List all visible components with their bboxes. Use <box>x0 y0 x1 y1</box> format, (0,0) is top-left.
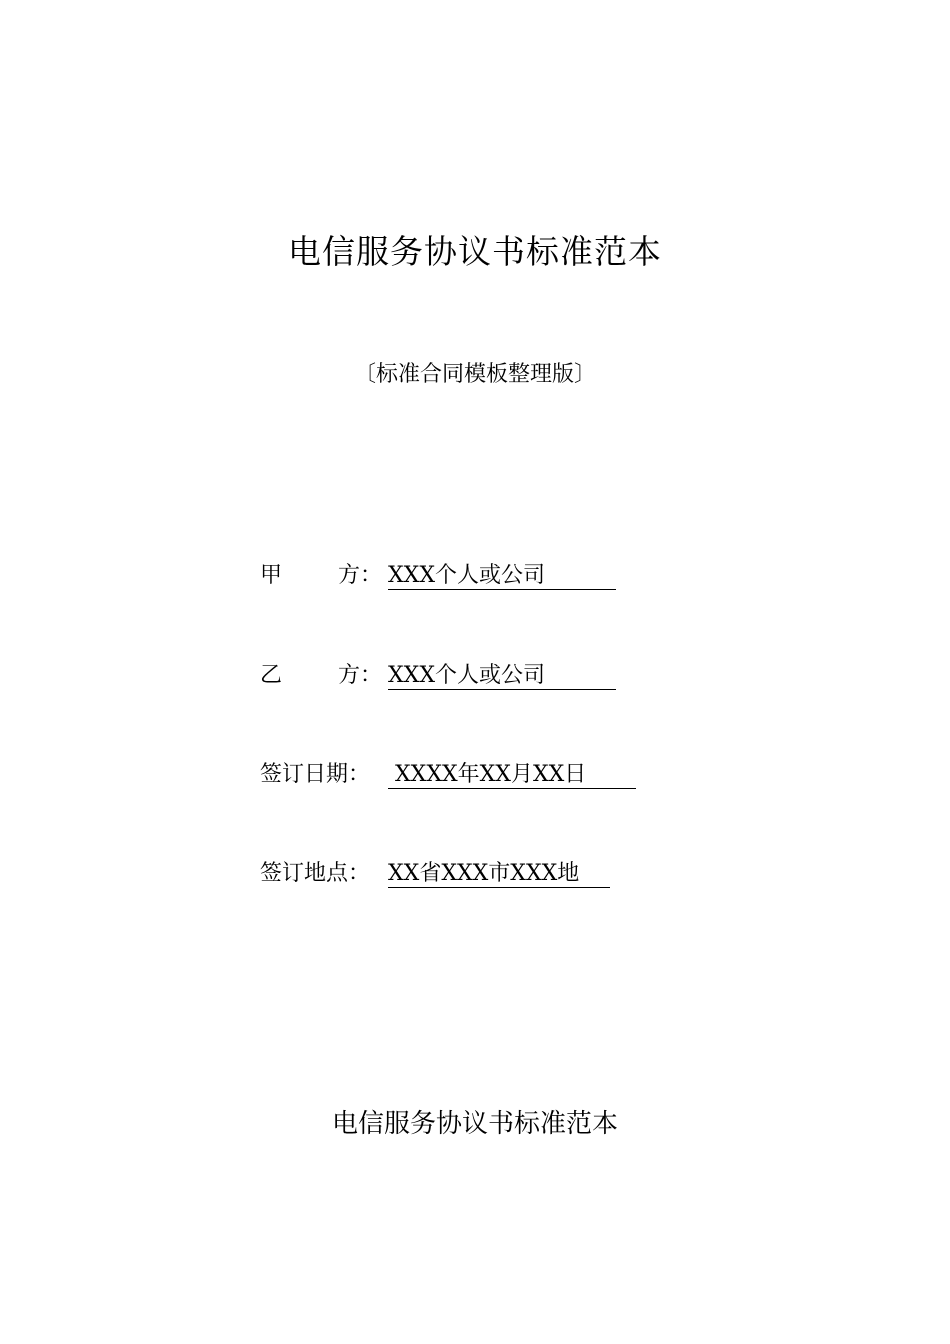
party-b-label <box>260 660 388 692</box>
sign-date-value: XXXX年XX月XX日 <box>388 762 636 789</box>
sign-place-field <box>260 858 610 890</box>
footer-title: 电信服务协议书标准范本 <box>331 1109 618 1139</box>
party-a-label <box>260 560 388 592</box>
party-b-field <box>260 660 616 692</box>
document-subtitle: 〔标准合同模板整理版〕 <box>353 362 596 387</box>
sign-date-label: 签订日期： <box>260 762 371 787</box>
party-a-label-second: 方： <box>338 563 383 588</box>
sign-place-label: 签订地点： <box>260 861 371 886</box>
party-a-label-first: 甲 <box>260 563 283 588</box>
party-b-value: XXX个人或公司 <box>388 663 616 690</box>
party-b-label-first: 乙 <box>260 663 283 688</box>
party-b-label-second: 方： <box>338 663 383 688</box>
sign-date-field <box>260 759 636 791</box>
party-a-value: XXX个人或公司 <box>388 563 616 590</box>
party-a-field <box>260 560 616 592</box>
document-title: 电信服务协议书标准范本 <box>288 232 662 271</box>
sign-place-value: XX省XXX市XXX地 <box>388 861 610 888</box>
